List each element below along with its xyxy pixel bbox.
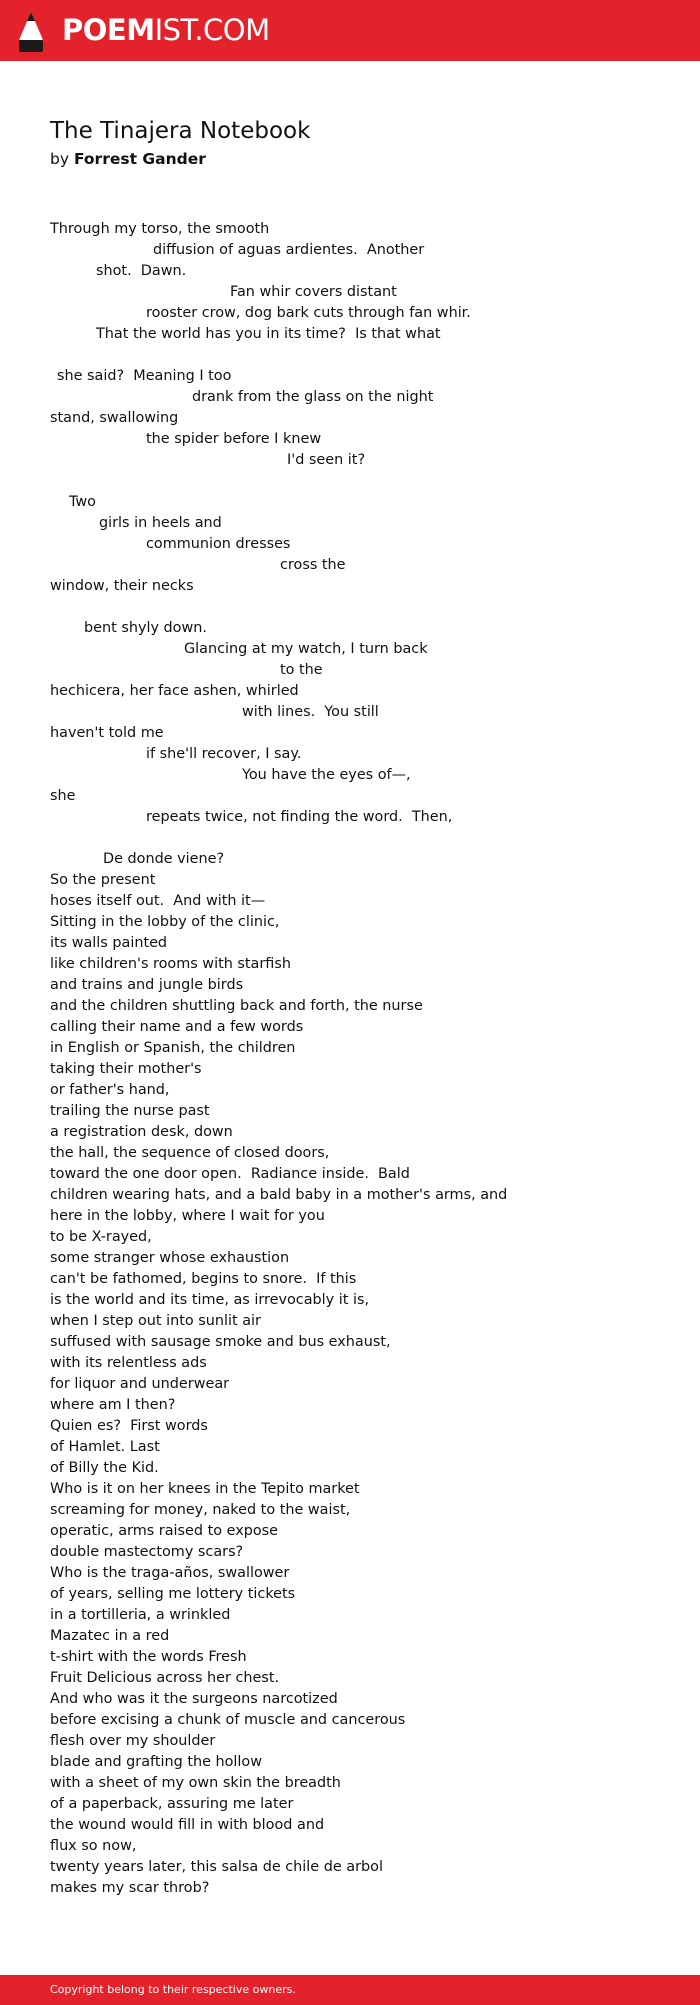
poem-line: when I step out into sunlit air — [50, 1313, 261, 1329]
poem-line: here in the lobby, where I wait for you — [50, 1208, 325, 1224]
poem-byline — [50, 148, 206, 170]
poem-line: children wearing hats, and a bald baby in a mother's arms, and — [50, 1187, 508, 1203]
stanza-break — [50, 597, 680, 618]
poem-line: flux so now, — [50, 1838, 137, 1854]
poem-line: So the present — [50, 872, 156, 888]
poem-line: the hall, the sequence of closed doors, — [50, 1145, 330, 1161]
poem-line: where am I then? — [50, 1397, 176, 1413]
poem-line: in English or Spanish, the children — [50, 1040, 296, 1056]
poem-line: Fruit Delicious across her chest. — [50, 1670, 280, 1686]
poem-line: That the world has you in its time? Is that what — [96, 326, 441, 342]
poem-line: taking their mother's — [50, 1061, 202, 1077]
poem-author[interactable]: Forrest Gander — [73, 150, 206, 168]
poem-line: of Billy the Kid. — [50, 1460, 159, 1476]
logo-light-text: IST.COM — [154, 13, 270, 47]
poem-line: Through my torso, the smooth — [50, 221, 270, 237]
poem-line: with lines. You still — [242, 704, 379, 720]
poem-line: De donde viene? — [103, 851, 225, 867]
poem-line: is the world and its time, as irrevocably it is, — [50, 1292, 370, 1308]
poem-line: Mazatec in a red — [50, 1628, 170, 1644]
poem-line: operatic, arms raised to expose — [50, 1523, 279, 1539]
poem-line: hechicera, her face ashen, whirled — [50, 683, 299, 699]
poem-line: Two — [69, 494, 96, 510]
poem-line: Sitting in the lobby of the clinic, — [50, 914, 280, 930]
poem-line: to be X-rayed, — [50, 1229, 152, 1245]
poem-line: for liquor and underwear — [50, 1376, 230, 1392]
pencil-tip-icon[interactable] — [17, 11, 45, 53]
site-logo[interactable] — [62, 12, 270, 48]
stanza-break — [50, 345, 680, 366]
poem-line: drank from the glass on the night — [192, 389, 434, 405]
poem-line: blade and grafting the hollow — [50, 1754, 263, 1770]
poem-line: if she'll recover, I say. — [146, 746, 302, 762]
poem-line: like children's rooms with starfish — [50, 956, 291, 972]
poem-line: suffused with sausage smoke and bus exhaust, — [50, 1334, 391, 1350]
poem-line: repeats twice, not finding the word. Then, — [146, 809, 453, 825]
logo-bold-text: POEM — [62, 13, 155, 47]
poem-line: or father's hand, — [50, 1082, 170, 1098]
poem-line: calling their name and a few words — [50, 1019, 304, 1035]
poem-line: Who is it on her knees in the Tepito market — [50, 1481, 360, 1497]
poem-line: with a sheet of my own skin the breadth — [50, 1775, 341, 1791]
poem-line: she said? Meaning I too — [57, 368, 232, 384]
poem-line: twenty years later, this salsa de chile de arbol — [50, 1859, 383, 1875]
poem-line: shot. Dawn. — [96, 263, 187, 279]
poem-line: in a tortilleria, a wrinkled — [50, 1607, 231, 1623]
poem-line: of years, selling me lottery tickets — [50, 1586, 296, 1602]
copyright-notice: Copyright belong to their respective owners. — [50, 1983, 296, 1996]
poem-line: Who is the traga-años, swallower — [50, 1565, 290, 1581]
poem-line: hoses itself out. And with it— — [50, 893, 266, 909]
poem-line: the spider before I knew — [146, 431, 322, 447]
poem-line: some stranger whose exhaustion — [50, 1250, 290, 1266]
poem-line: bent shyly down. — [84, 620, 207, 636]
poem-line: stand, swallowing — [50, 410, 179, 426]
poem-line: toward the one door open. Radiance inside. Bald — [50, 1166, 410, 1182]
poem-line: window, their necks — [50, 578, 194, 594]
poem-line: makes my scar throb? — [50, 1880, 210, 1896]
poem-title: The Tinajera Notebook — [50, 118, 311, 144]
by-label: by — [50, 150, 70, 168]
poem-line: cross the — [280, 557, 346, 573]
poem-line: t-shirt with the words Fresh — [50, 1649, 247, 1665]
poem-line: I'd seen it? — [287, 452, 366, 468]
poem-line: the wound would fill in with blood and — [50, 1817, 325, 1833]
poem-line: she — [50, 788, 76, 804]
poem-line: Glancing at my watch, I turn back — [184, 641, 428, 657]
poem-line: a registration desk, down — [50, 1124, 233, 1140]
stanza-break — [50, 471, 680, 492]
poem-line: girls in heels and — [99, 515, 222, 531]
poem-line: can't be fathomed, begins to snore. If this — [50, 1271, 357, 1287]
stanza-break — [50, 828, 680, 849]
poem-line: of a paperback, assuring me later — [50, 1796, 294, 1812]
poem-line: and the children shuttling back and forth, the nurse — [50, 998, 423, 1014]
poem-line: flesh over my shoulder — [50, 1733, 216, 1749]
site-footer — [0, 1975, 700, 2005]
poem-line: its walls painted — [50, 935, 168, 951]
poem-line: to the — [280, 662, 323, 678]
poem-line: double mastectomy scars? — [50, 1544, 244, 1560]
poem-line: of Hamlet. Last — [50, 1439, 160, 1455]
poem-line: You have the eyes of—, — [242, 767, 411, 783]
poem-line: Fan whir covers distant — [230, 284, 397, 300]
poem-line: Quien es? First words — [50, 1418, 208, 1434]
poem-line: diffusion of aguas ardientes. Another — [153, 242, 425, 258]
poem-body — [50, 219, 680, 1899]
poem-line: haven't told me — [50, 725, 164, 741]
poem-line: communion dresses — [146, 536, 291, 552]
poem-line: before excising a chunk of muscle and cancerous — [50, 1712, 406, 1728]
poem-line: and trains and jungle birds — [50, 977, 244, 993]
poem-line: rooster crow, dog bark cuts through fan whir. — [146, 305, 471, 321]
poem-line: with its relentless ads — [50, 1355, 207, 1371]
poem-line: screaming for money, naked to the waist, — [50, 1502, 351, 1518]
poem-line: trailing the nurse past — [50, 1103, 210, 1119]
site-header — [0, 0, 700, 61]
poem-line: And who was it the surgeons narcotized — [50, 1691, 338, 1707]
